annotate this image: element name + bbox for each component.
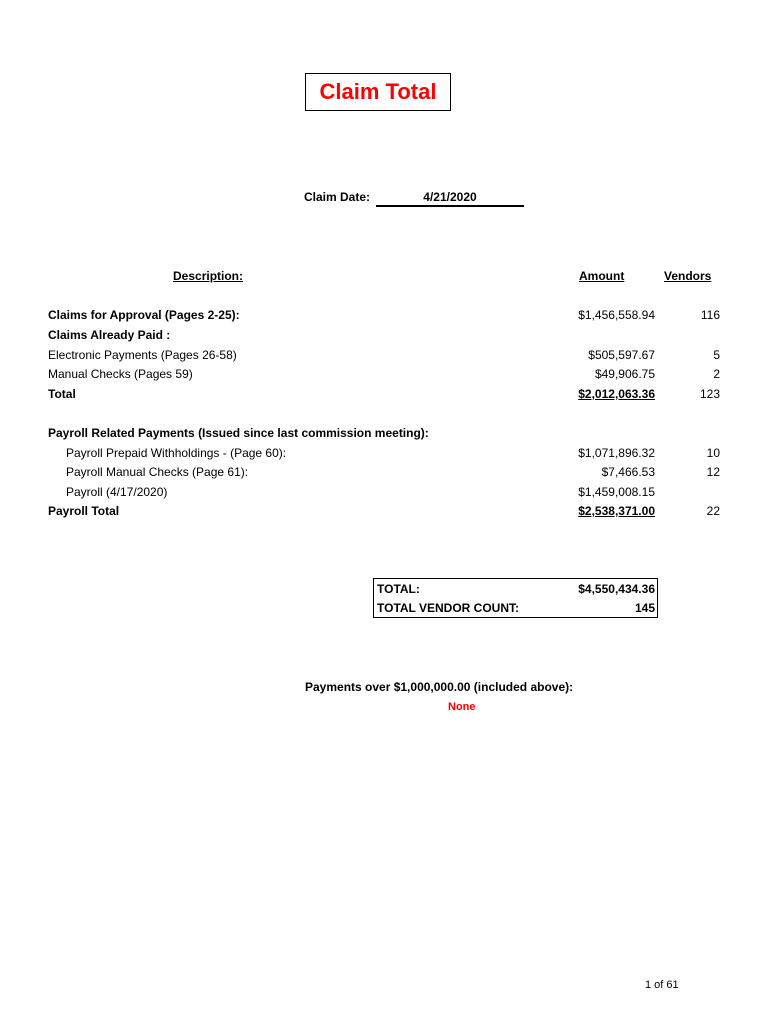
page-title: Claim Total: [305, 73, 451, 111]
vendor-count-value: 145: [634, 601, 655, 615]
payroll-prepaid-label: Payroll Prepaid Withholdings - (Page 60):: [66, 446, 287, 460]
amount-header: Amount: [579, 269, 625, 283]
grand-total-label: TOTAL:: [377, 582, 420, 596]
claim-date-value: 4/21/2020: [423, 190, 477, 204]
description-header: Description:: [173, 269, 244, 283]
claims-approval-vendors: 116: [700, 308, 720, 322]
manual-checks-label: Manual Checks (Pages 59): [48, 367, 193, 381]
claims-already-paid-label: Claims Already Paid :: [48, 328, 171, 342]
claims-approval-label: Claims for Approval (Pages 2-25):: [48, 308, 240, 322]
manual-checks-vendors: 2: [713, 367, 720, 381]
electronic-payments-label: Electronic Payments (Pages 26-58): [48, 348, 237, 362]
payroll-date-amount: $1,459,008.15: [578, 485, 655, 499]
manual-checks-amount: $49,906.75: [594, 367, 655, 381]
payroll-prepaid-vendors: 10: [706, 446, 720, 460]
vendor-count-label: TOTAL VENDOR COUNT:: [377, 601, 520, 615]
electronic-payments-amount: $505,597.67: [588, 348, 655, 362]
page-number: 1 of 61: [645, 979, 679, 991]
payroll-total-vendors: 22: [706, 504, 720, 518]
payroll-heading: Payroll Related Payments (Issued since last commission meeting):: [48, 426, 429, 440]
claims-total-label: Total: [48, 387, 76, 401]
payroll-manual-checks-vendors: 12: [706, 465, 720, 479]
large-payments-value: None: [448, 701, 476, 713]
grand-total-value: $4,550,434.36: [578, 582, 655, 596]
electronic-payments-vendors: 5: [713, 348, 720, 362]
large-payments-heading: Payments over $1,000,000.00 (included above):: [305, 680, 574, 694]
claims-total-vendors: 123: [699, 387, 720, 401]
claim-date-underline: [376, 205, 524, 207]
payroll-prepaid-amount: $1,071,896.32: [578, 446, 655, 460]
claims-approval-amount: $1,456,558.94: [578, 308, 655, 322]
payroll-manual-checks-amount: $7,466.53: [601, 465, 655, 479]
claims-total-amount: $2,012,063.36: [578, 387, 655, 401]
payroll-manual-checks-label: Payroll Manual Checks (Page 61):: [66, 465, 249, 479]
vendors-header: Vendors: [664, 269, 712, 283]
claim-date-label: Claim Date:: [304, 190, 371, 204]
payroll-total-amount: $2,538,371.00: [578, 504, 655, 518]
payroll-date-label: Payroll (4/17/2020): [66, 485, 168, 499]
payroll-total-label: Payroll Total: [48, 504, 120, 518]
